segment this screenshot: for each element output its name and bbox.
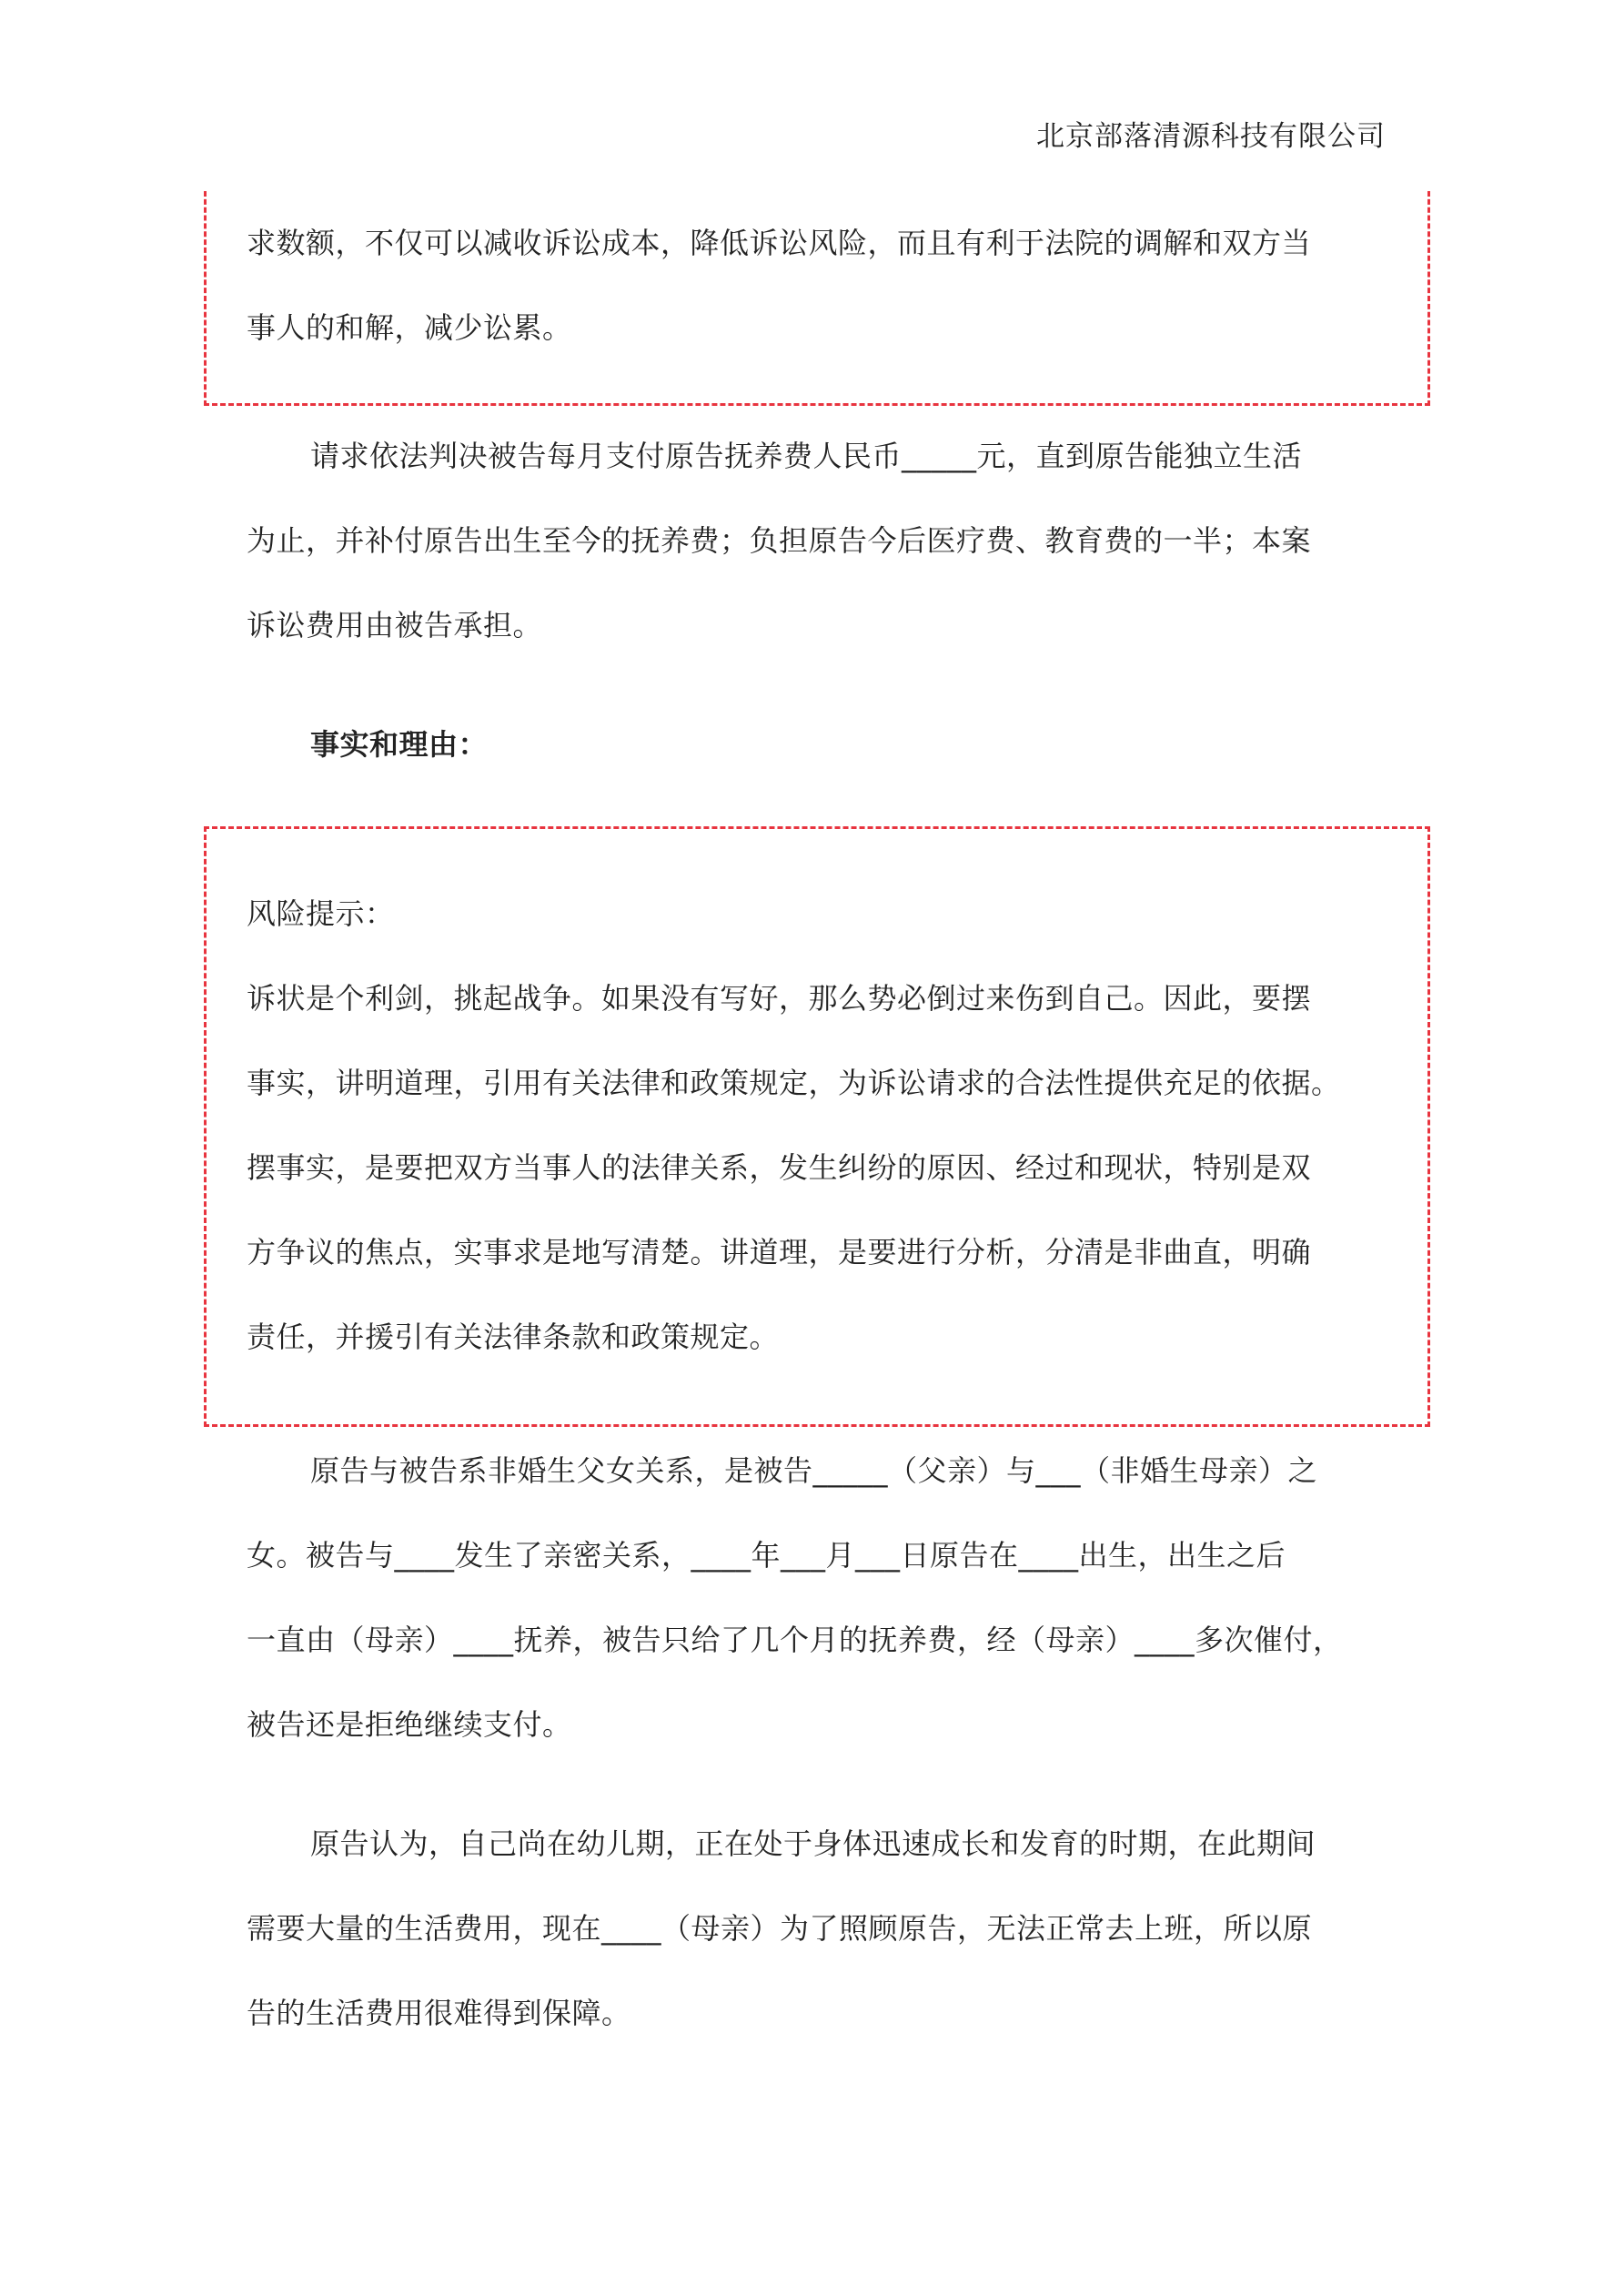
facts-para2-line-1: 原告认为，自己尚在幼儿期，正在处于身体迅速成长和发育的时期，在此期间 <box>310 1826 1316 1861</box>
tip-mid-line-2: 事实，讲明道理，引用有关法律和政策规定，为诉讼请求的合法性提供充足的依据。 <box>247 1066 1341 1100</box>
tip-mid-line-1: 诉状是个利剑，挑起战争。如果没有写好，那么势必倒过来伤到自己。因此，要摆 <box>247 981 1312 1016</box>
facts-para1-line-1: 原告与被告系非婚生父女关系，是被告_____（父亲）与___（非婚生母亲）之 <box>310 1453 1318 1488</box>
claim-line-2: 为止，并补付原告出生至今的抚养费；负担原告今后医疗费、教育费的一半；本案 <box>247 523 1312 558</box>
tip-top-line-1: 求数额，不仅可以减收诉讼成本，降低诉讼风险，而且有利于法院的调解和双方当 <box>247 226 1312 260</box>
claim-line-1: 请求依法判决被告每月支付原告抚养费人民币_____元，直到原告能独立生活 <box>310 439 1303 473</box>
header-company-name: 北京部落清源科技有限公司 <box>1036 120 1386 153</box>
risk-tip-box-continued <box>204 191 1430 406</box>
facts-para2-line-3: 告的生活费用很难得到保障。 <box>247 1996 631 2030</box>
tip-mid-line-4: 方争议的焦点，实事求是地写清楚。讲道理，是要进行分析，分清是非曲直，明确 <box>247 1235 1312 1269</box>
facts-para2-line-2: 需要大量的生活费用，现在____（母亲）为了照顾原告，无法正常去上班，所以原 <box>247 1911 1313 1946</box>
tip-mid-line-5: 责任，并援引有关法律条款和政策规定。 <box>247 1320 780 1354</box>
tip-mid-line-3: 摆事实，是要把双方当事人的法律关系，发生纠纷的原因、经过和现状，特别是双 <box>247 1150 1312 1185</box>
facts-para1-line-2: 女。被告与____发生了亲密关系，____年___月___日原告在____出生，出生之后 <box>247 1538 1286 1573</box>
facts-para1-line-4: 被告还是拒绝继续支付。 <box>247 1707 572 1742</box>
facts-heading: 事实和理由： <box>310 727 489 762</box>
tip-mid-title: 风险提示： <box>247 896 395 931</box>
claim-line-3: 诉讼费用由被告承担。 <box>247 608 543 642</box>
facts-para1-line-3: 一直由（母亲）____抚养，被告只给了几个月的抚养费，经（母亲）____多次催付， <box>247 1623 1343 1657</box>
tip-top-line-2: 事人的和解，减少讼累。 <box>247 310 572 345</box>
